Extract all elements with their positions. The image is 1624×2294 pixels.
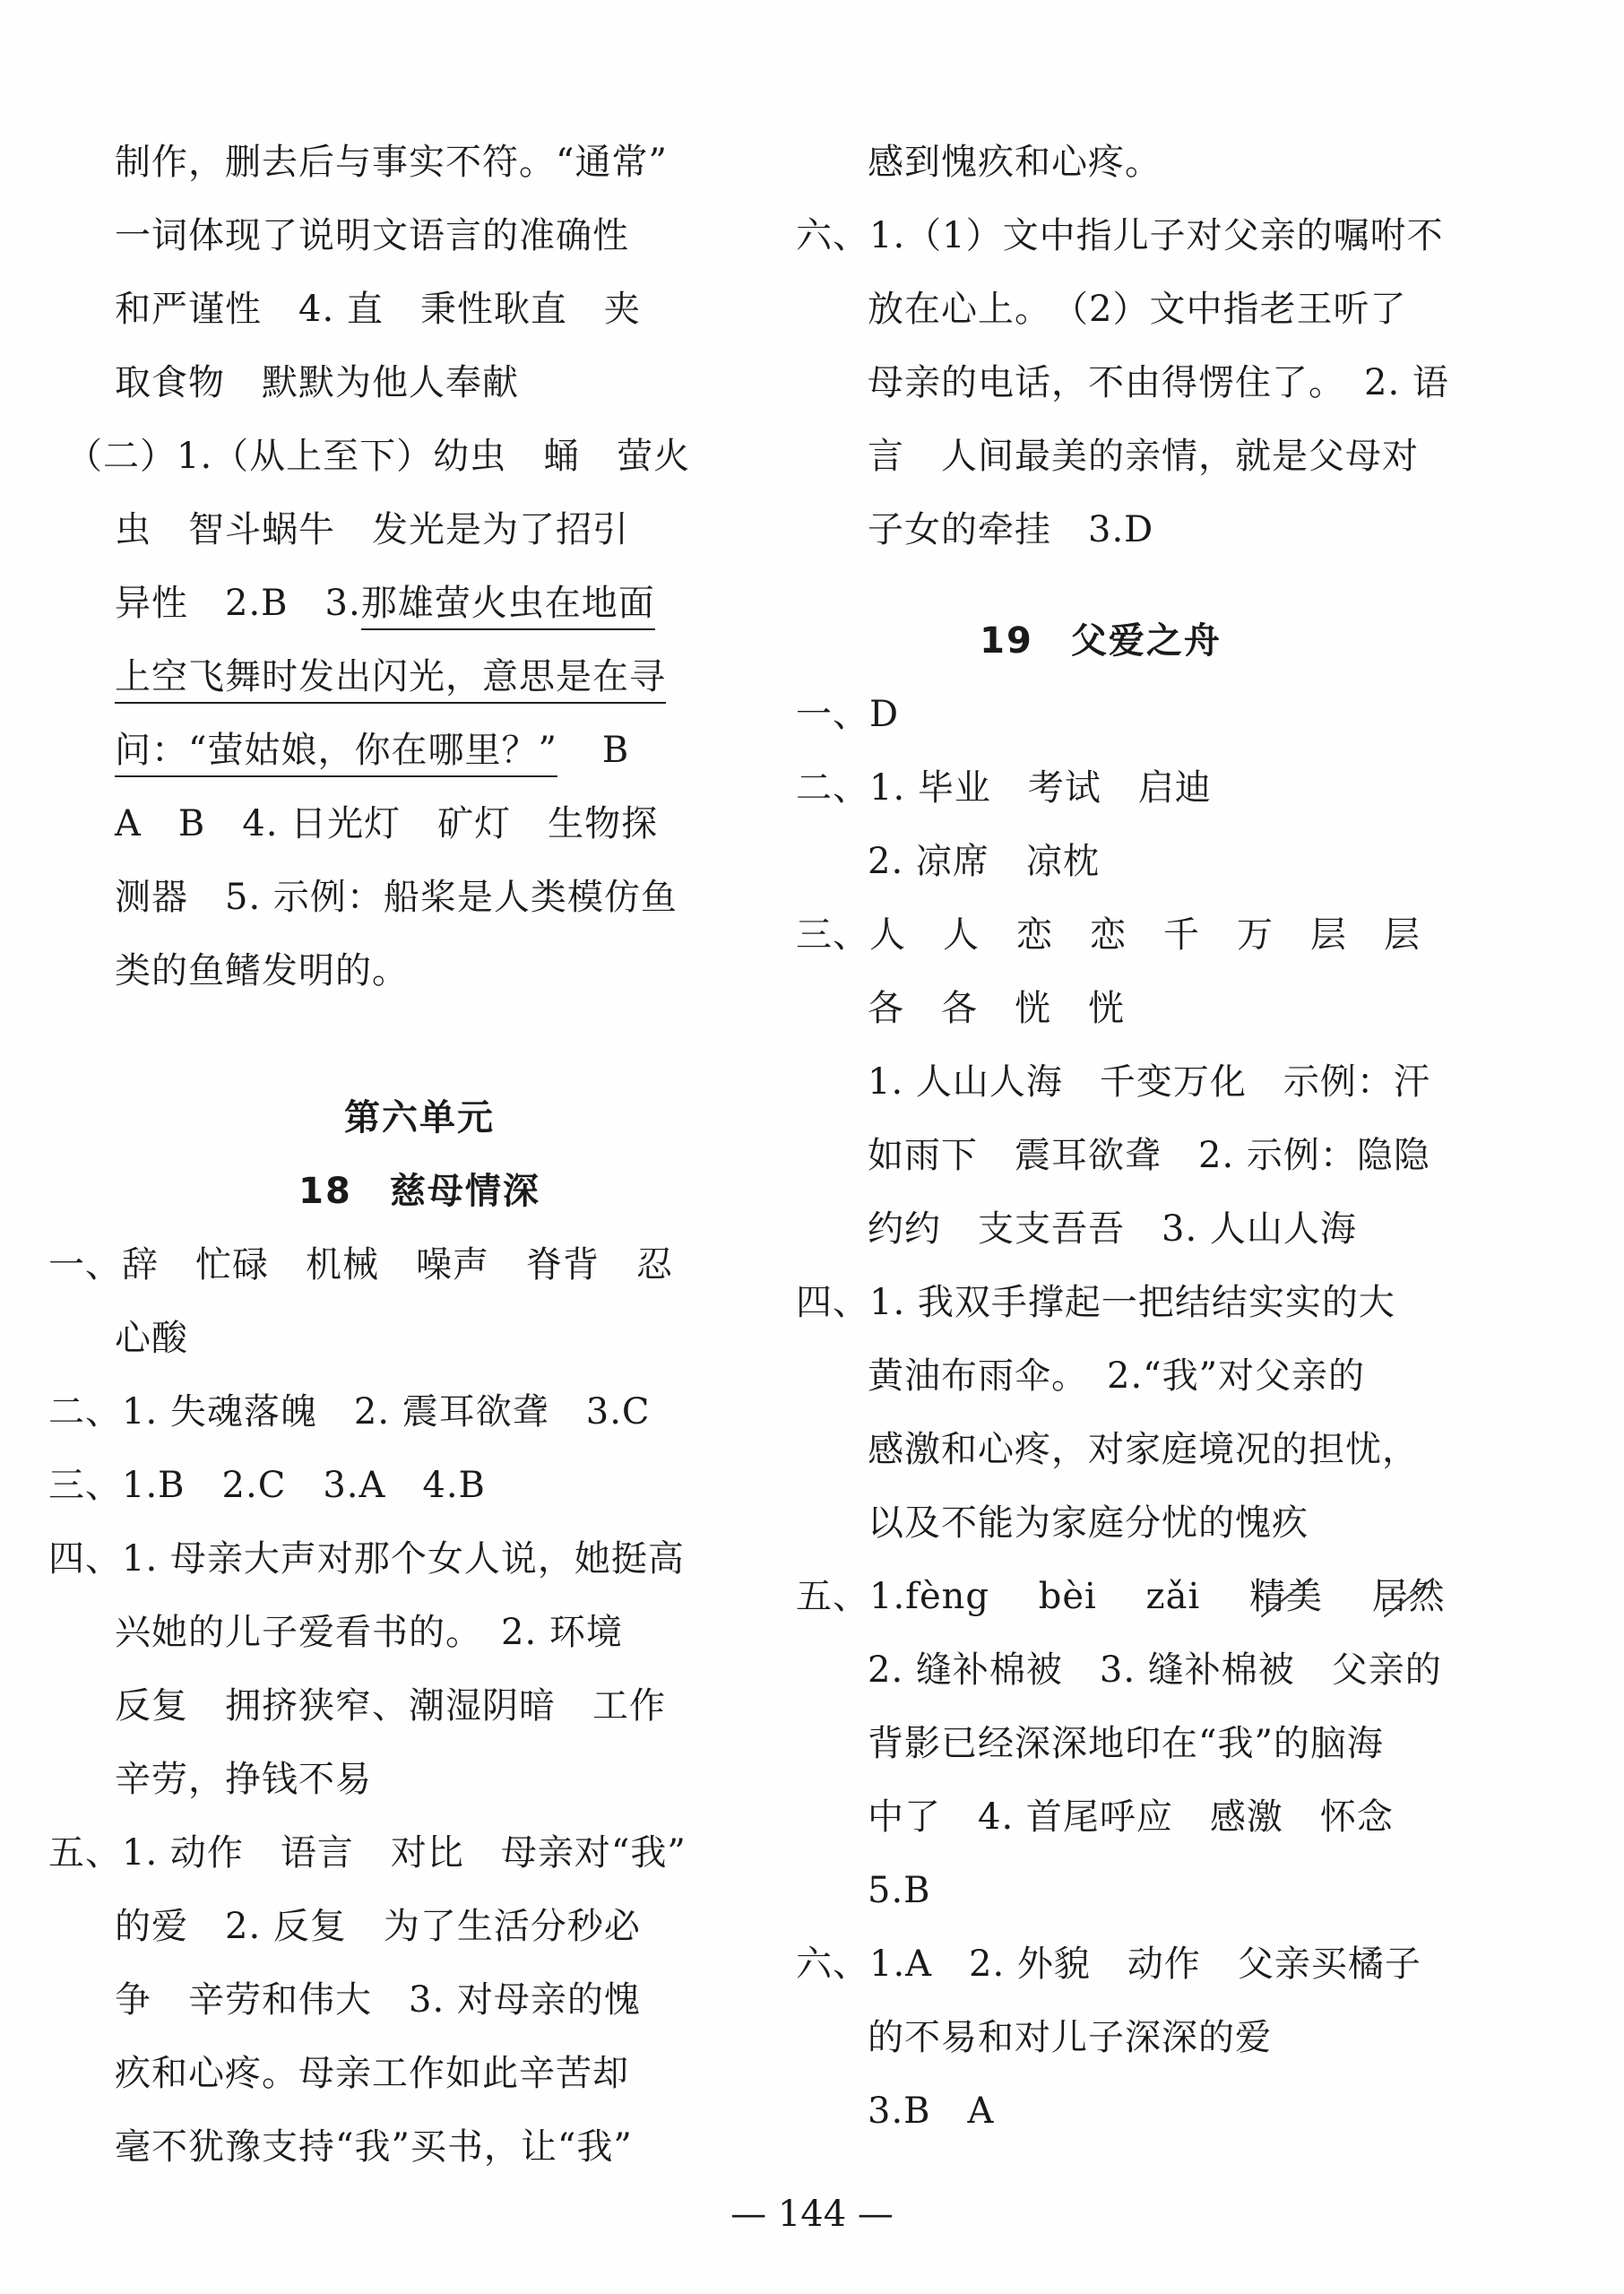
item-label: （二） [66,436,177,477]
pinyin-answer: 1.fèng [869,1576,990,1617]
text-line: 兴她的儿子爱看书的。 2. 环境 [115,1612,623,1653]
text-line: 取食物 默默为他人奉献 [115,362,519,403]
right-column [796,126,1449,2148]
answer-item [796,199,1444,273]
answer-item [48,1522,724,1596]
text-line: 3.B A [868,2091,995,2132]
text-line: 1. 我双手撑起一把结结实实的大 [869,1282,1395,1323]
underlined-answer: 那雄萤火虫在地面 [361,584,655,630]
text-line: 心酸 [115,1318,188,1359]
answer-item-part2 [66,420,724,493]
answer-item [48,1228,724,1302]
unit-title: 第六单元 [344,1097,495,1138]
item-label: 一、 [48,1244,122,1286]
text-line: 感到愧疚和心疼。 [868,142,1162,183]
pinyin-answer: zǎi [1145,1576,1201,1617]
answer-item [48,1816,724,1890]
text-line: 如雨下 震耳欲聋 2. 示例：隐隐 [868,1135,1430,1176]
text-span: 异性 2.B 3. [115,583,361,624]
text-line: 测器 5. 示例：船桨是人类模仿鱼 [115,877,678,918]
underlined-answer: 上空飞舞时发出闪光，意思是在寻 [115,657,666,704]
text-line: 毫不犹豫支持“我”买书，让“我” [115,2126,633,2168]
text-line: 1. 母亲大声对那个女人说，她挺高 [122,1538,685,1580]
answer-item [796,898,1421,972]
text-line [115,714,724,787]
lesson-title: 19 父爱之舟 [980,620,1222,662]
text-line: 1. 动作 语言 对比 母亲对“我” [122,1832,687,1874]
answer-item [796,1266,1405,1339]
text-line: 1.B 2.C 3.A 4.B [122,1465,486,1506]
text-line: 各 各 恍 恍 [868,988,1125,1029]
item-label: 四、 [796,1282,869,1323]
answer-item [796,1927,1421,2001]
text-line: 辞 忙碌 机械 噪声 脊背 忍 [122,1244,673,1286]
text-span: B [601,730,630,771]
answer-item [796,751,1405,825]
underlined-answer: 问：“萤姑娘，你在哪里？” [115,731,557,777]
item-label: 三、 [48,1465,122,1506]
item-label: 二、 [48,1391,122,1433]
struck-word: 居然 [1372,1560,1446,1633]
text-line: 母亲的电话，不由得愣住了。 2. 语 [868,362,1449,403]
text-line: A B 4. 日光灯 矿灯 生物探 [115,803,659,844]
text-line: 争 辛劳和伟大 3. 对母亲的愧 [115,1979,641,2021]
text-line: 放在心上。 （2）文中指老王听了 [868,289,1407,330]
text-line: 的不易和对儿子深深的爱 [868,2017,1272,2058]
text-line: 1. 毕业 考试 启迪 [869,767,1212,809]
text-line: 人 人 恋 恋 千 万 层 层 [869,914,1421,956]
text-line: 辛劳，挣钱不易 [115,1759,372,1800]
text-line [115,640,724,714]
text-line: 子女的牵挂 3.D [868,509,1154,550]
left-column [48,126,724,2184]
text-line: 1.（从上至下）幼虫 蛹 萤火 [177,436,691,477]
text-line: 2. 凉席 凉枕 [868,841,1100,882]
text-line: 和严谨性 4. 直 秉性耿直 夹 [115,289,641,330]
text-line: 反复 拥挤狭窄、潮湿阴暗 工作 [115,1685,666,1727]
item-label: 六、 [796,215,869,256]
answer-item [48,1449,724,1522]
answer-item [48,1375,724,1449]
text-line: 以及不能为家庭分忧的愧疚 [868,1502,1309,1544]
item-label: 五、 [48,1832,122,1874]
text-line: 5.B [868,1870,931,1911]
item-label: 四、 [48,1538,122,1580]
text-line: 的爱 2. 反复 为了生活分秒必 [115,1906,641,1947]
text-line: 制作，删去后与事实不符。“通常” [115,142,668,183]
text-line: 1. 失魂落魄 2. 震耳欲聋 3.C [122,1391,651,1433]
pinyin-line [869,1560,1446,1633]
text-line: D [869,694,900,735]
item-label: 一、 [796,694,869,735]
text-line [115,567,724,640]
text-line: 2. 缝补棉被 3. 缝补棉被 父亲的 [868,1649,1442,1691]
item-label: 三、 [796,914,869,956]
text-line: 中了 4. 首尾呼应 感激 怀念 [868,1796,1394,1838]
page-number: — 144 — [730,2194,894,2235]
item-label: 六、 [796,1943,869,1985]
text-line: 感激和心疼，对家庭境况的担忧， [868,1429,1419,1470]
text-line: 1.A 2. 外貌 动作 父亲买橘子 [869,1943,1421,1985]
pinyin-answer: bèi [1038,1576,1097,1617]
item-label: 二、 [796,767,869,809]
text-line: 一词体现了说明文语言的准确性 [115,215,629,256]
answer-item [796,1560,1446,1633]
answer-item [796,678,1405,751]
text-line: 言 人间最美的亲情，就是父母对 [868,436,1419,477]
text-line: 类的鱼鳍发明的。 [115,950,409,991]
struck-word: 精美 [1249,1560,1323,1633]
item-label: 五、 [796,1576,869,1617]
text-line: 1.（1）文中指儿子对父亲的嘱咐不 [869,215,1444,256]
text-line: 黄油布雨伞。 2.“我”对父亲的 [868,1355,1366,1397]
lesson-title: 18 慈母情深 [298,1171,540,1212]
text-line: 约约 支支吾吾 3. 人山人海 [868,1208,1357,1250]
text-line: 虫 智斗蜗牛 发光是为了招引 [115,509,629,550]
text-line: 疚和心疼。母亲工作如此辛苦却 [115,2053,629,2094]
text-line: 背影已经深深地印在“我”的脑海 [868,1723,1384,1764]
text-line: 1. 人山人海 千变万化 示例：汗 [868,1061,1430,1103]
